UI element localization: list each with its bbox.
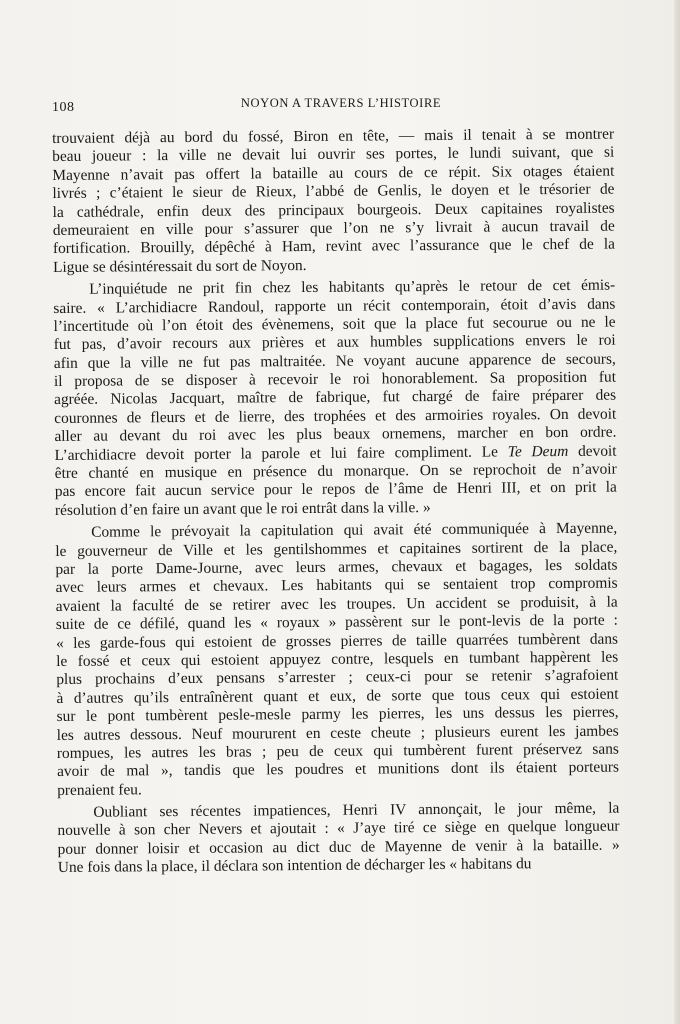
paragraph (57, 800, 620, 878)
text-line: résolution d’en faire un avant que le roi entrât dans la ville. » (54, 498, 431, 519)
text-line: nouvelle à son cher Nevers et ajoutait : « J’aye tiré ce siège en quelque longueur (57, 818, 620, 840)
text-line: suite de ce défilé, quand les « royaux » passèrent sur le pont-levis de la porte : (55, 611, 618, 634)
text-line: couronnes de fleurs et de lierre, des trophées et des armoiries royales. On devoit (54, 405, 617, 427)
text-line: avec leurs armes et chevaux. Les habitants qui se sentaient trop compromis (55, 574, 618, 597)
text-line: Une fois dans la place, il déclara son intention de décharger les « habitans du (57, 855, 532, 877)
text-line: Comme le prévoyait la capitulation qui avait été communiquée à Mayenne, (91, 519, 618, 541)
text-line: le gouverneur de Ville et les gentilshommes et capitaines sortirent de la place, (55, 538, 618, 560)
text-line: rompues, les autres les bras ; peu de ceux qui tumbèrent furent préservez sans (56, 740, 619, 762)
text-line: pas encore fait aucun service pour le repos de l’âme de Henri III, et on prit la (54, 478, 617, 501)
text-line: aller au devant du roi avec les plus beaux ornemens, marcher en bon ordre. (54, 423, 617, 446)
text-line: beau joueur : la ville ne devait lui ouvrir ses portes, le lundi suivant, que si (52, 143, 615, 166)
paragraph (55, 520, 619, 800)
text-line: afin que la ville ne fut pas maltraitée. Ne voyant aucune apparence de secours, (53, 350, 616, 372)
text-line: L’inquiétude ne prit fin chez les habitants qu’après le retour de cet émis- (89, 276, 616, 298)
text-line: le fossé et ceux qui estoient appuyez contre, lesquels en tumbant happèrent les (56, 648, 619, 670)
text-line: l’incertitude où l’on étoit des évènemens, soit que la place fut secourue ou ne le (53, 313, 616, 335)
body-text (52, 126, 620, 878)
text-line: « les garde-fous qui estoient de grosses pierres de taille quarrées tumbèrent dans (55, 630, 619, 652)
text-line: trouvaient déjà au bord du fossé, Biron en tête, — mais il tenait à se montrer (52, 125, 615, 147)
text-line: fut pas, d’avoir recours aux prières et aux humbles supplications envers le roi (53, 331, 616, 354)
italic-phrase: Te Deum (507, 442, 569, 461)
text-line: pour donner loisir et occasion au dict duc de Mayenne de venir à la bataille. » (57, 836, 620, 858)
text-line: sur le pont tumbèrent pesle-mesle parmy les pierres, les uns dessus les pierres, (56, 703, 619, 726)
page-edge (674, 0, 680, 1024)
text-line: plus prochains d’eux pensans s’arrester ; ceux-ci pour se retenir s’agrafoient (56, 666, 619, 689)
text-line: Ligue se désintéressait du sort de Noyon. (53, 256, 307, 276)
paragraph (52, 126, 615, 278)
paragraph (53, 277, 617, 520)
text-line: agréée. Nicolas Jacquart, maître de fabrique, fut chargé de faire préparer des (54, 387, 617, 409)
text-line: L’archidiacre devoit porter la parole et lui faire compliment. Le Te Deum devoit (54, 442, 617, 464)
text-line: Mayenne n’avait pas offert la bataille au cours de ce répit. Six otages étaient (52, 162, 615, 184)
text-line: par la porte Dame-Journe, avec leurs armes, chevaux et bagages, les soldats (55, 556, 618, 578)
text-line: être chanté en musique en présence du monarque. On se reprochoit de n’avoir (54, 460, 617, 483)
text-line: avaient la faculté de se retirer avec les troupes. Un accident se produisit, à la (55, 593, 618, 615)
page-header (52, 96, 616, 116)
text-line: la cathédrale, enfin deux des principaux bourgeois. Deux capitaines royalistes (52, 199, 615, 221)
text-line: avoir de mal », tandis que les poudres et munitions dont ils étaient porteurs (56, 758, 620, 781)
text-line: livrés ; c’étaient le sieur de Rieux, l’abbé de Genlis, le doyen et le trésorier de (52, 180, 615, 203)
text-line: il proposa de se disposer à recevoir le roi honorablement. Sa proposition fut (53, 368, 617, 391)
text-line: à d’autres qu’ils entraînèrent quant et eux, de sorte que tous ceux qui estoient (56, 685, 619, 707)
text-line: demeuraient en ville pour s’assurer que l’on ne s’y livrait à aucun travail de (52, 217, 615, 239)
text-line: saire. « L’archidiacre Randoul, rapporte un récit contemporain, étoit d’avis dans (53, 295, 616, 317)
text-line: prenaient feu. (57, 780, 142, 799)
text-line: Oubliant ses récentes impatiences, Henri IV annonçait, le jour même, la (93, 799, 620, 821)
text-line: les autres dessous. Neuf moururent en ceste cheute ; plusieurs eurent les jambes (56, 722, 619, 744)
text-line: fortification. Brouilly, dépêché à Ham, revint avec l’assurance que le chef de la (52, 235, 615, 258)
running-title: NOYON A TRAVERS L’HISTOIRE (240, 96, 442, 110)
page-number: 108 (52, 100, 75, 115)
